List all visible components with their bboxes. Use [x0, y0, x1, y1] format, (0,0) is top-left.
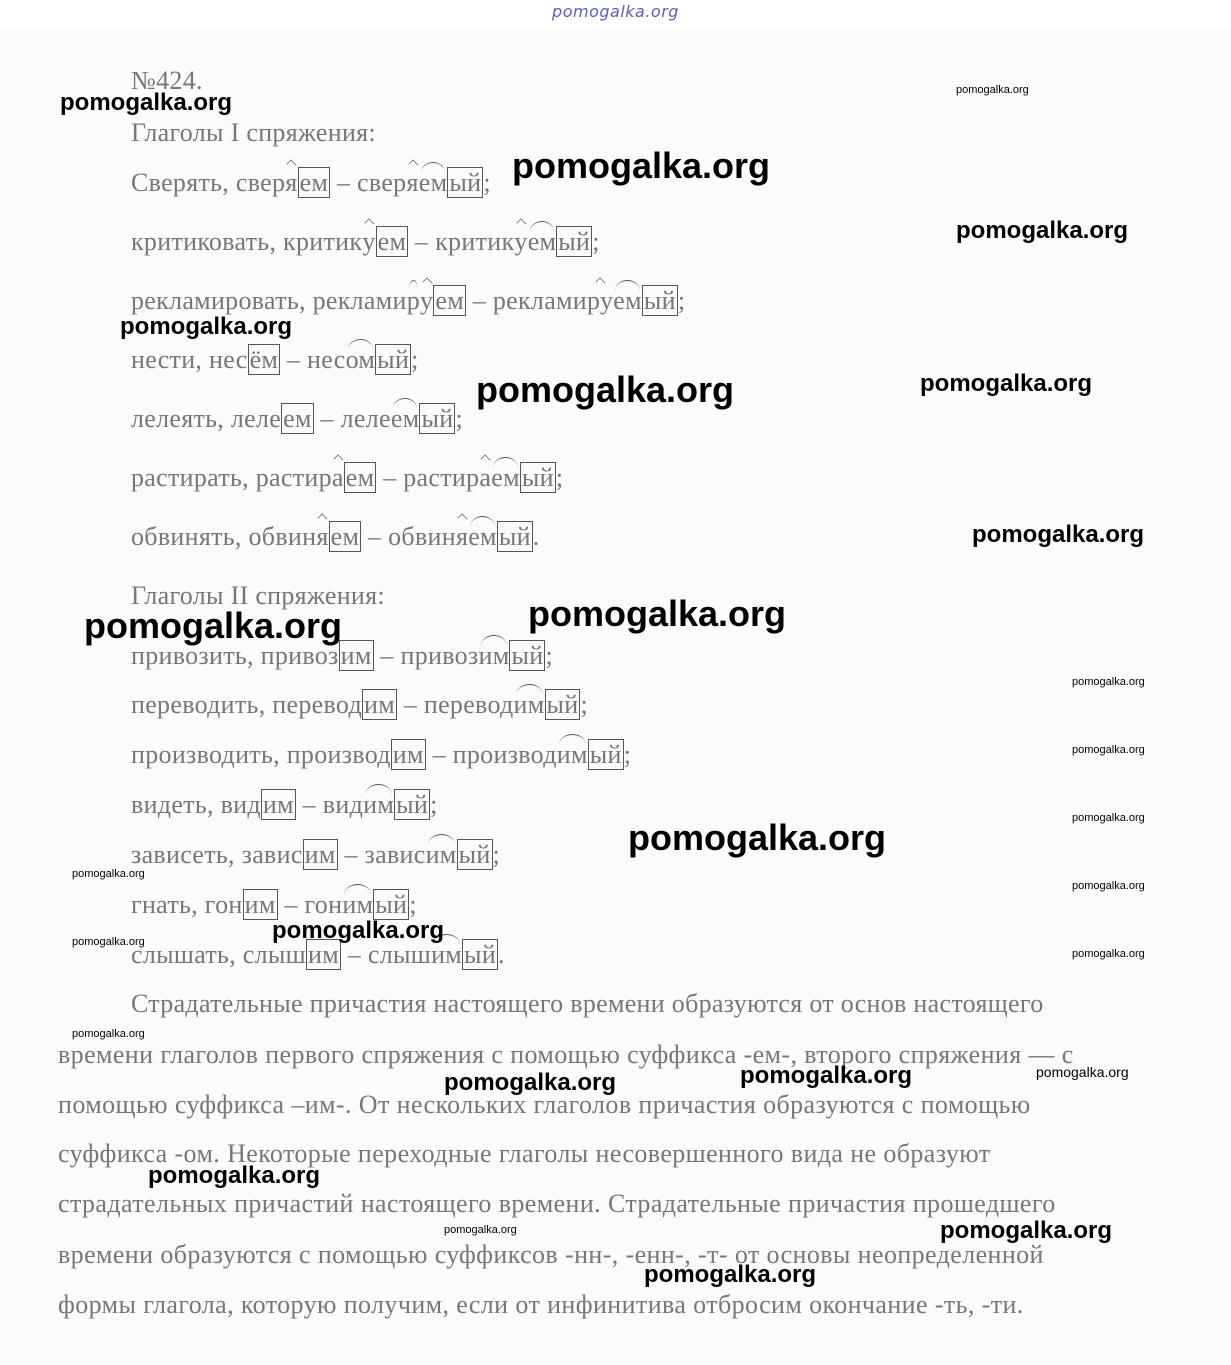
watermark: pomogalka.org	[272, 917, 445, 944]
watermark: pomogalka.org	[1072, 744, 1145, 756]
watermark: pomogalka.org	[1072, 948, 1145, 960]
paragraph-line: времени глаголов первого спряжения с помощью суффикса -ем-, второго спряжения — с	[58, 1040, 1074, 1069]
verb-line: рекламировать, рекламируем – рекламируемый;	[131, 286, 686, 315]
watermark: pomogalka.org	[1072, 676, 1145, 688]
verb-line: обвинять, обвиняем – обвиняемый.	[131, 522, 540, 551]
verb-line: производить, производим – производимый;	[131, 740, 632, 769]
verb-line: Сверять, сверяем – сверяемый;	[131, 168, 491, 197]
watermark: pomogalka.org	[956, 84, 1029, 96]
watermark: pomogalka.org	[940, 1217, 1113, 1244]
paragraph-line: помощью суффикса –им-. От нескольких глаголов причастия образуются с помощью	[58, 1090, 1031, 1119]
verb-line: видеть, видим – видимый;	[131, 790, 438, 819]
watermark: pomogalka.org	[120, 313, 293, 340]
verb-line: зависеть, зависим – зависимый;	[131, 840, 501, 869]
verb-line: растирать, растираем – растираемый;	[131, 463, 564, 492]
watermark: pomogalka.org	[72, 868, 145, 880]
watermark: pomogalka.org	[444, 1224, 517, 1236]
watermark: pomogalka.org	[444, 1069, 617, 1096]
paragraph-line: суффикса -ом. Некоторые переходные глаголы несовершенного вида не образуют	[58, 1139, 991, 1168]
watermark: pomogalka.org	[740, 1062, 913, 1089]
verb-line: лелеять, лелеем – лелеемый;	[131, 404, 463, 433]
watermark: pomogalka.org	[1072, 880, 1145, 892]
verb-line: слышать, слышим – слышимый.	[131, 940, 505, 969]
watermark: pomogalka.org	[84, 605, 343, 646]
paragraph-line: формы глагола, которую получим, если от инфинитива отбросим окончание -ть, -ти.	[58, 1290, 1024, 1319]
verb-line: критиковать, критикуем – критикуемый;	[131, 227, 600, 256]
watermark: pomogalka.org	[60, 89, 233, 116]
watermark: pomogalka.org	[476, 369, 735, 410]
site-watermark-top[interactable]: pomogalka.org	[552, 2, 679, 21]
verb-line: нести, несём – несомый;	[131, 345, 419, 374]
watermark: pomogalka.org	[512, 145, 771, 186]
watermark: pomogalka.org	[956, 217, 1129, 244]
watermark: pomogalka.org	[148, 1162, 321, 1189]
watermark: pomogalka.org	[72, 936, 145, 948]
watermark: pomogalka.org	[72, 1028, 145, 1040]
watermark: pomogalka.org	[528, 593, 787, 634]
verb-line: переводить, переводим – переводимый;	[131, 690, 589, 719]
heading-conjugation-1: Глаголы I спряжения:	[131, 118, 376, 147]
watermark: pomogalka.org	[1072, 812, 1145, 824]
watermark: pomogalka.org	[644, 1261, 817, 1288]
watermark: pomogalka.org	[1036, 1064, 1129, 1080]
heading-conjugation-2: Глаголы II спряжения:	[131, 581, 385, 610]
paragraph-line: времени образуются с помощью суффиксов -нн-, -енн-, -т- от основы неопределенной	[58, 1240, 1044, 1269]
paragraph-line: страдательных причастий настоящего времени. Страдательные причастия прошедшего	[58, 1189, 1056, 1218]
watermark: pomogalka.org	[920, 370, 1093, 397]
verb-line: привозить, привозим – привозимый;	[131, 641, 553, 670]
task-number: №424.	[131, 66, 203, 95]
watermark: pomogalka.org	[628, 817, 887, 858]
verb-line: гнать, гоним – гонимый;	[131, 890, 417, 919]
paragraph-line: Страдательные причастия настоящего времени образуются от основ настоящего	[131, 989, 1044, 1018]
watermark: pomogalka.org	[972, 521, 1145, 548]
